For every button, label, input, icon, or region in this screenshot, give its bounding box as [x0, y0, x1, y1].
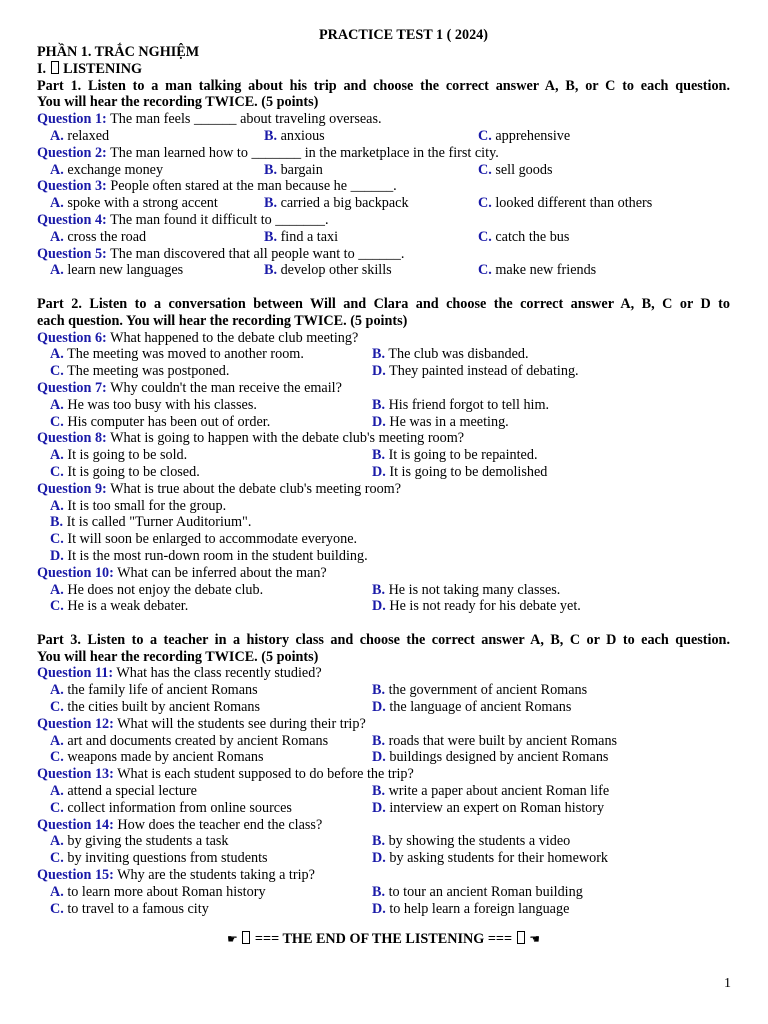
question-stem	[37, 212, 730, 229]
parts-container	[37, 78, 730, 918]
part-instruction-line: Part 2. Listen to a conversation between Will and Clara and choose the correct answer A, B, C or D to	[37, 295, 730, 312]
option-text: sell goods	[495, 161, 553, 178]
missing-glyph-icon	[517, 931, 525, 944]
question-label: Question 1:	[37, 111, 107, 128]
question-text: The man found it difficult to _______.	[110, 211, 329, 228]
question-text: The man discovered that all people want to ______.	[110, 245, 405, 262]
options-row	[37, 531, 730, 548]
option-letter: C.	[50, 413, 64, 430]
options-row	[37, 447, 730, 464]
answer-option[interactable]	[372, 749, 608, 766]
answer-option[interactable]	[50, 498, 226, 515]
option-text: by asking students for their homework	[389, 850, 609, 867]
question-label: Question 4:	[37, 211, 107, 228]
options-row	[37, 901, 730, 918]
option-text: anxious	[280, 127, 325, 144]
option-letter: D.	[372, 900, 386, 917]
question-label: Question 6:	[37, 329, 107, 346]
option-letter: A.	[50, 447, 64, 464]
page-title: PRACTICE TEST 1 ( 2024)	[319, 27, 488, 43]
option-text: catch the bus	[495, 228, 570, 245]
part-instruction-line: each question. You will hear the recording TWICE. (5 points)	[37, 312, 408, 329]
option-text: collect information from online sources	[67, 799, 292, 816]
answer-option[interactable]	[50, 229, 146, 246]
answer-option[interactable]	[372, 582, 560, 599]
answer-option[interactable]	[372, 884, 583, 901]
question-text: What has the class recently studied?	[116, 665, 322, 682]
question-stem	[37, 867, 730, 884]
option-letter: B.	[264, 161, 278, 178]
question-stem	[37, 766, 730, 783]
option-text: write a paper about ancient Roman life	[388, 783, 610, 800]
end-of-listening	[37, 930, 730, 948]
missing-glyph-icon	[242, 931, 250, 944]
option-letter: B.	[372, 346, 386, 363]
option-letter: C.	[50, 699, 64, 716]
question-label: Question 11:	[37, 665, 114, 682]
answer-option[interactable]	[478, 195, 652, 212]
option-text: spoke with a strong accent	[67, 195, 218, 212]
option-letter: A.	[50, 732, 64, 749]
option-letter: A.	[50, 497, 64, 514]
option-text: He was too busy with his classes.	[67, 396, 257, 413]
option-letter: B.	[372, 581, 386, 598]
option-text: interview an expert on Roman history	[389, 799, 605, 816]
answer-option[interactable]	[264, 229, 338, 246]
options-row	[37, 598, 730, 615]
option-letter: A.	[50, 783, 64, 800]
option-letter: C.	[478, 127, 492, 144]
option-text: the language of ancient Romans	[389, 699, 572, 716]
question-text: What is true about the debate club's meeting room?	[110, 480, 402, 497]
option-text: the family life of ancient Romans	[67, 682, 258, 699]
option-text: relaxed	[67, 127, 110, 144]
answer-option[interactable]	[264, 195, 409, 212]
option-text: by inviting questions from students	[67, 850, 268, 867]
question-text: The man feels ______ about traveling overseas.	[110, 111, 382, 128]
question-label: Question 15:	[37, 867, 114, 884]
question-stem	[37, 716, 730, 733]
options-row	[37, 128, 730, 145]
question-text: Why couldn't the man receive the email?	[110, 379, 342, 396]
part-instruction-line: Part 3. Listen to a teacher in a history class and choose the correct answer A, B, C or D to each question.	[37, 631, 730, 648]
question-text: People often stared at the man because he ______.	[110, 178, 397, 195]
question-text: What happened to the debate club meeting?	[110, 329, 359, 346]
question-text: What is each student supposed to do before the trip?	[117, 766, 414, 783]
question-text: What is going to happen with the debate club's meeting room?	[110, 430, 465, 447]
option-text: The club was disbanded.	[388, 346, 529, 363]
option-text: He does not enjoy the debate club.	[67, 581, 264, 598]
answer-option[interactable]	[372, 414, 509, 431]
answer-option[interactable]	[50, 833, 229, 850]
question-label: Question 7:	[37, 379, 107, 396]
option-text: to learn more about Roman history	[67, 883, 266, 900]
listening-heading-prefix: I.	[37, 60, 50, 77]
options-row	[37, 850, 730, 867]
option-letter: B.	[264, 195, 278, 212]
question-stem	[37, 380, 730, 397]
answer-option[interactable]	[372, 833, 570, 850]
option-letter: C.	[50, 598, 64, 615]
option-letter: D.	[372, 850, 386, 867]
question-stem	[37, 246, 730, 263]
answer-option[interactable]	[372, 397, 549, 414]
option-text: by showing the students a video	[388, 833, 571, 850]
exam-page	[37, 27, 730, 948]
part-instruction-line: You will hear the recording TWICE. (5 points)	[37, 94, 319, 111]
answer-option[interactable]	[372, 346, 529, 363]
option-letter: C.	[478, 195, 492, 212]
option-letter: A.	[50, 581, 64, 598]
option-text: It is going to be closed.	[67, 463, 200, 480]
question-stem	[37, 430, 730, 447]
option-letter: B.	[50, 514, 64, 531]
options-row	[37, 397, 730, 414]
answer-option[interactable]	[372, 363, 579, 380]
question-stem	[37, 178, 730, 195]
option-letter: A.	[50, 127, 64, 144]
answer-option[interactable]	[372, 699, 571, 716]
options-row	[37, 464, 730, 481]
option-text: learn new languages	[67, 262, 184, 279]
answer-option[interactable]	[50, 850, 268, 867]
question-label: Question 13:	[37, 766, 114, 783]
option-text: find a taxi	[280, 228, 339, 245]
option-text: the cities built by ancient Romans	[67, 699, 261, 716]
part-instruction-line: You will hear the recording TWICE. (5 points)	[37, 648, 319, 665]
section-heading: PHẦN 1. TRẮC NGHIỆM	[37, 44, 200, 60]
options-row	[37, 346, 730, 363]
question-label: Question 2:	[37, 144, 107, 161]
options-row	[37, 363, 730, 380]
option-text: by giving the students a task	[67, 833, 229, 850]
question-label: Question 3:	[37, 178, 107, 195]
option-letter: B.	[264, 262, 278, 279]
question-stem	[37, 817, 730, 834]
pointing-hand-right-icon: ☛	[227, 932, 238, 947]
option-letter: A.	[50, 228, 64, 245]
option-text: He was in a meeting.	[389, 413, 509, 430]
answer-option[interactable]	[50, 682, 258, 699]
option-letter: C.	[50, 363, 64, 380]
question-stem	[37, 565, 730, 582]
question-label: Question 10:	[37, 564, 114, 581]
answer-option[interactable]	[50, 884, 266, 901]
part-spacer	[37, 615, 730, 632]
option-text: to help learn a foreign language	[389, 900, 570, 917]
answer-option[interactable]	[372, 901, 569, 918]
answer-option[interactable]	[50, 363, 229, 380]
options-row	[37, 414, 730, 431]
options-row	[37, 514, 730, 531]
option-letter: D.	[372, 699, 386, 716]
options-row	[37, 833, 730, 850]
answer-option[interactable]	[372, 783, 609, 800]
answer-option[interactable]	[50, 548, 368, 565]
option-letter: D.	[50, 547, 64, 564]
part-spacer	[37, 279, 730, 296]
option-letter: A.	[50, 195, 64, 212]
end-text: === THE END OF THE LISTENING ===	[254, 931, 513, 948]
option-letter: B.	[264, 228, 278, 245]
option-text: It is going to be sold.	[67, 447, 188, 464]
answer-option[interactable]	[264, 262, 392, 279]
option-letter: B.	[372, 447, 386, 464]
pointing-hand-left-icon: ☚	[529, 932, 540, 947]
answer-option[interactable]	[50, 128, 109, 145]
options-row	[37, 582, 730, 599]
answer-option[interactable]	[50, 464, 200, 481]
option-text: His computer has been out of order.	[67, 413, 271, 430]
answer-option[interactable]	[50, 447, 187, 464]
option-text: to travel to a famous city	[67, 900, 209, 917]
answer-option[interactable]	[372, 464, 547, 481]
question-stem	[37, 330, 730, 347]
options-row	[37, 229, 730, 246]
question-stem	[37, 665, 730, 682]
option-text: It will soon be enlarged to accommodate everyone.	[67, 531, 358, 548]
options-row	[37, 262, 730, 279]
answer-option[interactable]	[50, 901, 209, 918]
option-text: It is going to be demolished	[389, 463, 548, 480]
option-text: the government of ancient Romans	[388, 682, 588, 699]
listening-heading	[37, 61, 730, 78]
option-text: He is a weak debater.	[67, 598, 189, 615]
option-text: He is not taking many classes.	[388, 581, 561, 598]
option-text: He is not ready for his debate yet.	[389, 598, 581, 615]
option-letter: A.	[50, 883, 64, 900]
answer-option[interactable]	[264, 128, 325, 145]
options-row	[37, 749, 730, 766]
question-text: What will the students see during their trip?	[117, 715, 366, 732]
answer-option[interactable]	[50, 699, 260, 716]
option-letter: C.	[50, 749, 64, 766]
option-text: to tour an ancient Roman building	[388, 883, 583, 900]
option-text: cross the road	[67, 228, 147, 245]
option-letter: C.	[478, 262, 492, 279]
option-letter: A.	[50, 682, 64, 699]
question-stem	[37, 111, 730, 128]
answer-option[interactable]	[50, 749, 264, 766]
option-letter: B.	[372, 883, 386, 900]
options-row	[37, 195, 730, 212]
answer-option[interactable]	[50, 514, 251, 531]
option-letter: B.	[372, 833, 386, 850]
part-instruction-line: Part 1. Listen to a man talking about his trip and choose the correct answer A, B, or C to each question.	[37, 77, 730, 94]
option-text: It is too small for the group.	[67, 497, 227, 514]
question-stem	[37, 481, 730, 498]
option-text: They painted instead of debating.	[389, 363, 579, 380]
option-text: It is called "Turner Auditorium".	[66, 514, 252, 531]
option-letter: B.	[372, 396, 386, 413]
answer-option[interactable]	[50, 195, 218, 212]
options-row	[37, 699, 730, 716]
answer-option[interactable]	[478, 162, 553, 179]
question-label: Question 5:	[37, 245, 107, 262]
options-row	[37, 800, 730, 817]
answer-option[interactable]	[50, 397, 257, 414]
missing-glyph-icon	[51, 61, 59, 74]
option-letter: D.	[372, 363, 386, 380]
option-letter: A.	[50, 346, 64, 363]
question-label: Question 8:	[37, 430, 107, 447]
answer-option[interactable]	[50, 262, 183, 279]
option-letter: C.	[50, 799, 64, 816]
answer-option[interactable]	[478, 229, 569, 246]
option-text: attend a special lecture	[67, 783, 197, 800]
option-letter: C.	[50, 531, 64, 548]
answer-option[interactable]	[372, 682, 587, 699]
listening-heading-word: LISTENING	[63, 60, 143, 77]
option-letter: B.	[372, 783, 386, 800]
option-text: develop other skills	[280, 262, 392, 279]
answer-option[interactable]	[264, 162, 323, 179]
option-text: bargain	[280, 161, 323, 178]
answer-option[interactable]	[50, 733, 328, 750]
option-text: buildings designed by ancient Romans	[389, 749, 609, 766]
option-letter: B.	[264, 127, 278, 144]
option-letter: C.	[50, 463, 64, 480]
question-label: Question 14:	[37, 816, 114, 833]
option-text: It is the most run-down room in the student building.	[67, 547, 368, 564]
option-text: looked different than others	[495, 195, 653, 212]
question-stem	[37, 145, 730, 162]
answer-option[interactable]	[50, 414, 270, 431]
option-text: It is going to be repainted.	[388, 447, 538, 464]
option-text: exchange money	[67, 161, 164, 178]
option-letter: C.	[50, 850, 64, 867]
options-row	[37, 884, 730, 901]
option-letter: D.	[372, 413, 386, 430]
option-letter: C.	[50, 900, 64, 917]
option-text: art and documents created by ancient Romans	[67, 732, 329, 749]
option-letter: D.	[372, 749, 386, 766]
question-text: The man learned how to _______ in the marketplace in the first city.	[110, 144, 499, 161]
option-letter: B.	[372, 732, 386, 749]
option-text: The meeting was postponed.	[67, 363, 230, 380]
question-label: Question 9:	[37, 480, 107, 497]
option-letter: A.	[50, 161, 64, 178]
question-label: Question 12:	[37, 715, 114, 732]
answer-option[interactable]	[372, 598, 581, 615]
options-row	[37, 548, 730, 565]
answer-option[interactable]	[372, 447, 538, 464]
options-row	[37, 682, 730, 699]
answer-option[interactable]	[372, 850, 608, 867]
answer-option[interactable]	[478, 128, 570, 145]
option-letter: A.	[50, 833, 64, 850]
answer-option[interactable]	[478, 262, 596, 279]
option-text: weapons made by ancient Romans	[67, 749, 264, 766]
answer-option[interactable]	[50, 531, 357, 548]
option-text: carried a big backpack	[280, 195, 409, 212]
answer-option[interactable]	[50, 346, 304, 363]
question-text: What can be inferred about the man?	[117, 564, 327, 581]
options-row	[37, 783, 730, 800]
answer-option[interactable]	[50, 582, 263, 599]
option-text: The meeting was moved to another room.	[67, 346, 304, 363]
answer-option[interactable]	[372, 733, 617, 750]
option-text: make new friends	[495, 262, 597, 279]
answer-option[interactable]	[372, 800, 604, 817]
option-text: apprehensive	[495, 127, 571, 144]
answer-option[interactable]	[50, 598, 188, 615]
option-text: His friend forgot to tell him.	[388, 396, 550, 413]
option-letter: D.	[372, 598, 386, 615]
option-letter: C.	[478, 228, 492, 245]
option-letter: D.	[372, 799, 386, 816]
option-letter: A.	[50, 396, 64, 413]
option-letter: C.	[478, 161, 492, 178]
option-letter: A.	[50, 262, 64, 279]
question-text: Why are the students taking a trip?	[117, 867, 315, 884]
options-row	[37, 162, 730, 179]
option-letter: D.	[372, 463, 386, 480]
options-row	[37, 733, 730, 750]
options-row	[37, 498, 730, 515]
answer-option[interactable]	[50, 162, 163, 179]
option-letter: B.	[372, 682, 386, 699]
page-number: 1	[724, 976, 731, 991]
answer-option[interactable]	[50, 783, 197, 800]
answer-option[interactable]	[50, 800, 292, 817]
option-text: roads that were built by ancient Romans	[388, 732, 618, 749]
question-text: How does the teacher end the class?	[117, 816, 323, 833]
